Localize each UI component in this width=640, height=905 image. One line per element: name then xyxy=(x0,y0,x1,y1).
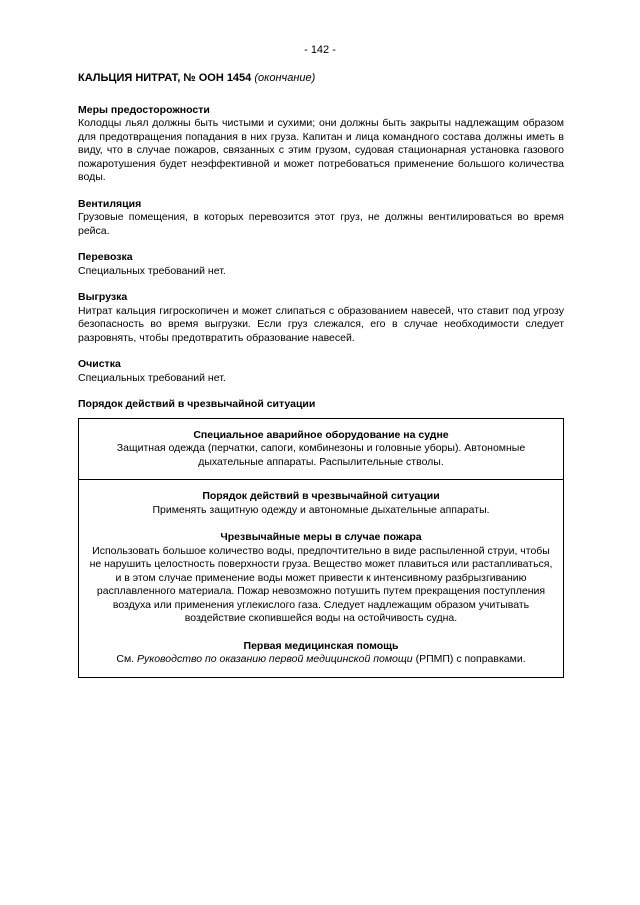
first-aid-suffix: (РПМП) с поправками. xyxy=(412,653,526,665)
section-heading: Очистка xyxy=(78,358,121,370)
section-heading: Вентиляция xyxy=(78,197,142,210)
section-heading: Меры предосторожности xyxy=(78,103,210,116)
first-aid-prefix: См. xyxy=(116,653,137,665)
section-discharge xyxy=(78,291,564,345)
document-body xyxy=(78,72,564,678)
equipment-block xyxy=(79,419,563,480)
section-heading: Перевозка xyxy=(78,251,133,263)
section-ventilation xyxy=(78,198,564,239)
section-heading: Выгрузка xyxy=(78,291,128,303)
emergency-box xyxy=(78,418,564,678)
procedures-block xyxy=(79,479,563,677)
first-aid-text xyxy=(87,653,555,667)
title-note: (окончание) xyxy=(254,72,316,84)
section-text: Специальных требований нет. xyxy=(78,264,226,277)
title-main: КАЛЬЦИЯ НИТРАТ, № ООН 1454 xyxy=(78,72,252,84)
section-precautions xyxy=(78,104,564,185)
section-text: Грузовые помещения, в которых перевозится этот груз, не должны вентилироваться во время рейса. xyxy=(78,211,564,237)
fire-heading: Чрезвычайные меры в случае пожара xyxy=(220,531,422,543)
first-aid-guide: Руководство по оказанию первой медицинской помощи xyxy=(137,653,413,665)
emergency-heading: Порядок действий в чрезвычайной ситуации xyxy=(78,398,316,410)
document-title xyxy=(78,72,564,86)
equipment-heading: Специальное аварийное оборудование на судне xyxy=(193,428,449,441)
section-carriage xyxy=(78,251,564,278)
section-text: Специальных требований нет. xyxy=(78,371,226,384)
procedures-text: Применять защитную одежду и автономные дыхательные аппараты. xyxy=(152,503,490,516)
page-number: - 142 - xyxy=(304,44,336,56)
first-aid-heading: Первая медицинская помощь xyxy=(243,639,399,652)
procedures-heading: Порядок действий в чрезвычайной ситуации xyxy=(202,490,440,502)
equipment-text: Защитная одежда (перчатки, сапоги, комбинезоны и головные уборы). Автономные дыхательные аппараты. Распылительные стволы. xyxy=(116,442,526,468)
section-text: Колодцы льял должны быть чистыми и сухими; они должны быть закрыты надлежащим образом для предотвращения попадания в них груза. Капитан и лица командного состава должны иметь в виду, что в случае пожаров, связанных с этим грузом, судовая стационарная установка газового пожаротушения будет неэффективной и может потребоваться применение большого количества воды. xyxy=(78,117,564,183)
fire-text: Использовать большое количество воды, предпочтительно в виде распыленной струи, чтобы не нарушить целостность поверхности груза. Вещество может плавиться или растапливаться, и в этом случае применение воды может привести к интенсивному разбрызгиванию расплавленного материала. Пожар невозможно потушить путем прекращения поступления воздуха или применения углекислого газа. Следует надлежащим образом учитывать воздействие скопившейся воды на остойчивость судна. xyxy=(89,544,553,624)
section-cleaning xyxy=(78,358,564,385)
section-text: Нитрат кальция гигроскопичен и может слипаться с образованием навесей, что ставит под угрозу безопасность во время выгрузки. Если груз слежался, его в случае необходимости следует разровнять, чтобы предотвратить образование навесей. xyxy=(78,304,564,344)
